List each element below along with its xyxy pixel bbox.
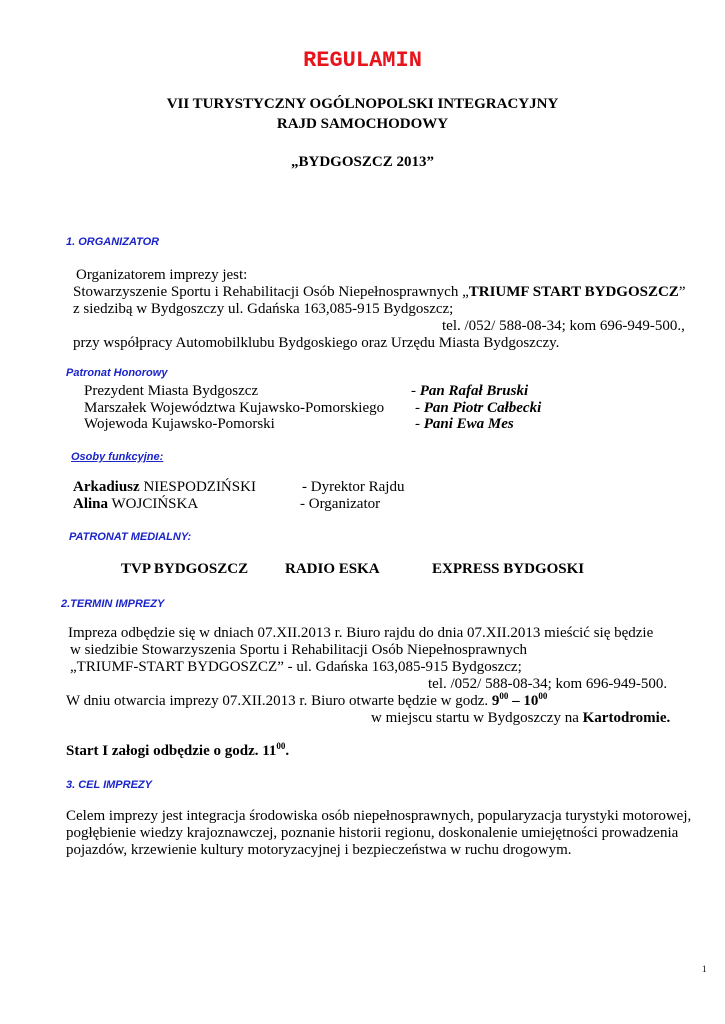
subtitle-line-2: RAJD SAMOCHODOWY — [276, 116, 449, 132]
goal-line-2: pogłębienie wiedzy krajoznawczej, poznanie historii regionu, doskonalenie umiejętności prowadzenia — [66, 825, 679, 841]
term-phone: tel. /052/ 588-08-34; kom 696-949-500. — [428, 676, 668, 692]
media-item-tvp: TVP BYDGOSZCZ — [121, 561, 249, 577]
person-first-name: Arkadiusz — [73, 479, 140, 495]
opening-text: W dniu otwarcia imprezy 07.XII.2013 r. Biuro otwarte będzie w godz. — [66, 693, 492, 709]
patronat-name: Pani Ewa Mes — [423, 416, 514, 432]
section-3-heading: 3. CEL IMPREZY — [66, 779, 152, 791]
media-item-radio: RADIO ESKA — [285, 561, 380, 577]
osoby-heading: Osoby funkcyjne: — [71, 451, 164, 463]
location-place: Kartodromie. — [582, 710, 671, 726]
section-1-heading: 1. ORGANIZATOR — [66, 236, 160, 248]
goal-line-1: Celem imprezy jest integracja środowiska osób niepełnosprawnych, popularyzacja turystyki motorowej, — [66, 808, 692, 824]
goal-line-3: pojazdów, krzewienie kultury motoryzacyjnej i bezpieczeństwa w ruchu drogowym. — [66, 842, 572, 858]
organizer-club-name: TRIUMF START BYDGOSZCZ — [468, 284, 679, 300]
patronat-role-1: Prezydent Miasta Bydgoszcz — [84, 383, 259, 399]
opening-time — [492, 693, 548, 709]
section-2-heading: 2.TERMIN IMPREZY — [61, 598, 165, 610]
patronat-person-1 — [411, 383, 528, 400]
subtitle-line-1: VII TURYSTYCZNY OGÓLNOPOLSKI INTEGRACYJNY — [166, 96, 559, 112]
term-location — [371, 710, 670, 727]
event-name: „BYDGOSZCZ 2013” — [291, 154, 434, 170]
media-item-express: EXPRESS BYDGOSKI — [432, 561, 585, 577]
organizer-intro: Organizatorem imprezy jest: — [76, 267, 248, 283]
start-dot: . — [285, 743, 290, 759]
page-number: 1 — [702, 964, 707, 974]
organizer-phone: tel. /052/ 588-08-34; kom 696-949-500., — [442, 318, 685, 334]
media-heading: PATRONAT MEDIALNY: — [69, 531, 192, 543]
person-1 — [73, 479, 256, 496]
opening-hour-start: 9 — [491, 693, 500, 709]
organizer-quote-close: ” — [678, 284, 686, 300]
patronat-name: Pan Rafał Bruski — [419, 383, 529, 399]
organizer-address: z siedzibą w Bydgoszczy ul. Gdańska 163,085-915 Bydgoszcz; — [73, 301, 454, 317]
patronat-role-2: Marszałek Województwa Kujawsko-Pomorskiego — [84, 400, 385, 416]
patronat-name: Pan Piotr Całbecki — [423, 400, 542, 416]
patronat-person-2 — [415, 400, 541, 417]
term-line-2: w siedzibie Stowarzyszenia Sportu i Rehabilitacji Osób Niepełnosprawnych — [70, 642, 527, 658]
term-opening-hours — [66, 693, 547, 710]
term-line-1: Impreza odbędzie się w dniach 07.XII.2013 r. Biuro rajdu do dnia 07.XII.2013 mieścić się będzie — [68, 625, 654, 641]
person-2-role: - Organizator — [300, 496, 381, 512]
organizer-cooperation: przy współpracy Automobilklubu Bydgoskiego oraz Urzędu Miasta Bydgoszczy. — [73, 335, 560, 351]
person-first-name: Alina — [73, 496, 109, 512]
patronat-dash: - — [415, 416, 424, 432]
opening-minutes-end: 00 — [538, 691, 548, 701]
location-text: w miejscu startu w Bydgoszczy na — [371, 710, 583, 726]
opening-time-separator: – — [508, 693, 524, 709]
opening-minutes-start: 00 — [499, 691, 509, 701]
start-time — [66, 743, 289, 760]
patronat-dash: - — [415, 400, 424, 416]
opening-hour-end: 10 — [523, 693, 539, 709]
patronat-dash: - — [411, 383, 420, 399]
patronat-person-3 — [415, 416, 514, 433]
term-line-3: „TRIUMF-START BYDGOSZCZ” - ul. Gdańska 163,085-915 Bydgoszcz; — [70, 659, 522, 675]
patronat-heading: Patronat Honorowy — [66, 367, 168, 379]
start-minutes: 00 — [276, 741, 286, 751]
person-1-role: - Dyrektor Rajdu — [302, 479, 405, 495]
organizer-name-line — [73, 284, 686, 301]
start-text: Start I załogi odbędzie o godz. 11 — [66, 743, 277, 759]
document-title: REGULAMIN — [303, 48, 422, 73]
organizer-name-text: Stowarzyszenie Sportu i Rehabilitacji Osób Niepełnosprawnych „ — [73, 284, 469, 300]
person-2 — [73, 496, 198, 513]
patronat-role-3: Wojewoda Kujawsko-Pomorski — [84, 416, 275, 432]
person-last-name: NIESPODZIŃSKI — [139, 479, 256, 495]
person-last-name: WOJCIŃSKA — [108, 496, 199, 512]
